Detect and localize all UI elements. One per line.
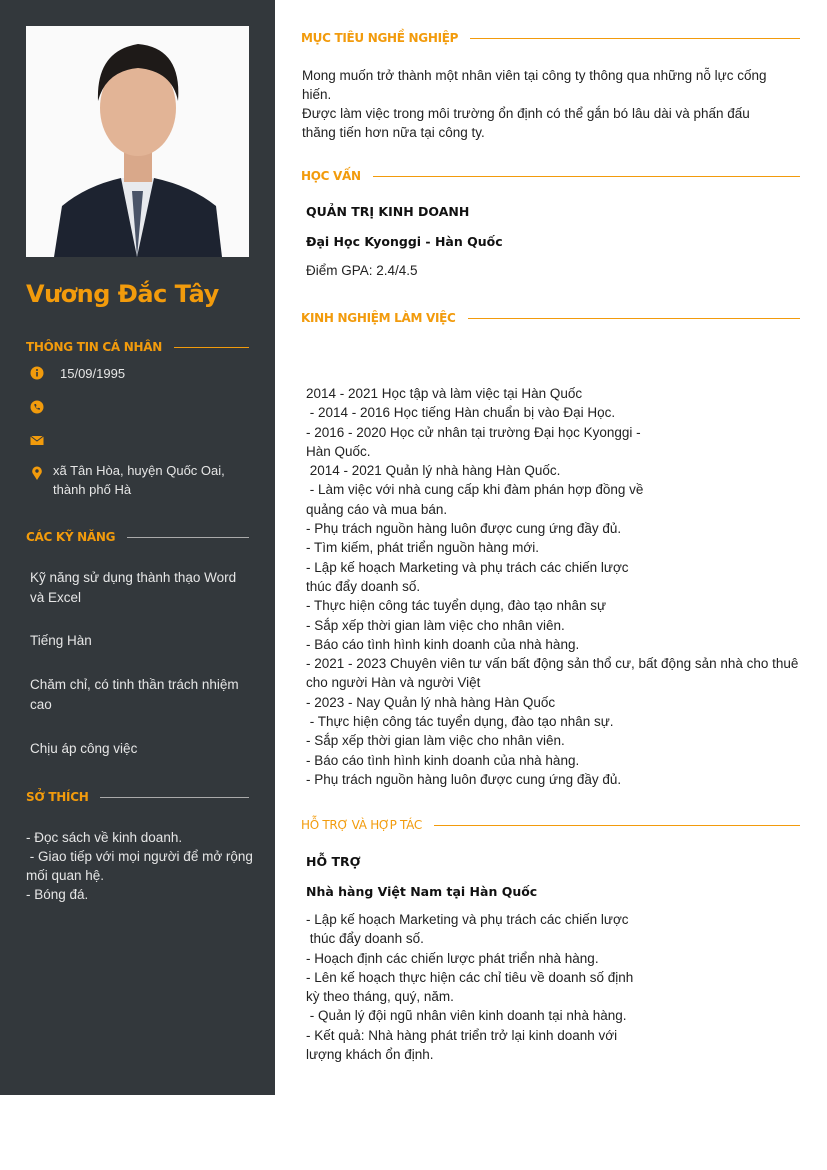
experience-line: 2014 - 2021 Quản lý nhà hàng Hàn Quốc. — [306, 463, 561, 479]
hobby-line: - Giao tiếp với mọi người để mở rộng mối quan hệ. — [26, 849, 257, 883]
divider — [470, 38, 800, 39]
phone-icon — [30, 400, 44, 414]
experience-line: 2014 - 2021 Học tập và làm việc tại Hàn Quốc — [306, 386, 583, 401]
experience-line: - 2014 - 2016 Học tiếng Hàn chuẩn bị vào Đại Học. — [306, 405, 616, 421]
dob-row — [30, 364, 125, 383]
email-row — [30, 431, 56, 447]
section-hobbies — [26, 790, 249, 804]
support-line: - Lập kế hoạch Marketing và phụ trách các chiến lược — [306, 912, 629, 927]
section-title: CÁC KỸ NĂNG — [26, 530, 116, 544]
dob-value: 15/09/1995 — [60, 366, 126, 381]
support-line: - Quản lý đội ngũ nhân viên kinh doanh tại nhà hàng. — [306, 1008, 627, 1024]
experience-line: cho người Hàn và người Việt — [306, 675, 481, 691]
divider — [174, 347, 249, 348]
support-line: - Hoạch định các chiến lược phát triển nhà hàng. — [306, 950, 599, 966]
experience-line: quảng cáo và mua bán. — [306, 501, 448, 517]
section-personal-info — [26, 340, 249, 354]
education-school: Đại Học Kyonggi - Hàn Quốc — [306, 234, 503, 249]
location-pin-icon — [30, 466, 44, 480]
profile-photo — [26, 26, 249, 257]
education-major: QUẢN TRỊ KINH DOANH — [306, 204, 470, 219]
objective-line: Mong muốn trở thành một nhân viên tại công ty thông qua những nỗ lực cống hiến. — [302, 68, 767, 102]
phone-row — [30, 398, 56, 414]
divider — [373, 176, 800, 177]
education-gpa: Điểm GPA: 2.4/4.5 — [306, 263, 418, 278]
section-support — [301, 818, 800, 832]
support-line: - Kết quả: Nhà hàng phát triển trở lại kinh doanh với — [306, 1027, 618, 1043]
info-icon — [30, 366, 44, 380]
experience-line: - Phụ trách nguồn hàng luôn được cung ứng đầy đủ. — [306, 521, 622, 537]
experience-line: - Thực hiện công tác tuyển dụng, đào tạo nhân sự. — [306, 714, 614, 730]
experience-line: thúc đẩy doanh số. — [306, 578, 421, 594]
experience-line: - 2016 - 2020 Học cử nhân tại trường Đại học Kyonggi - — [306, 424, 641, 440]
experience-line: - Phụ trách nguồn hàng luôn được cung ứng đầy đủ. — [306, 771, 622, 787]
section-title: MỤC TIÊU NGHỀ NGHIỆP — [301, 31, 459, 45]
divider — [434, 825, 800, 826]
support-text — [306, 910, 796, 1064]
experience-line: - Thực hiện công tác tuyển dụng, đào tạo nhân sự — [306, 598, 607, 614]
section-title: KINH NGHIỆM LÀM VIỆC — [301, 311, 456, 325]
experience-line: Hàn Quốc. — [306, 443, 371, 459]
experience-line: - Lập kế hoạch Marketing và phụ trách các chiến lược — [306, 559, 629, 575]
section-title: HỌC VẤN — [301, 169, 361, 183]
email-icon — [30, 433, 44, 447]
support-organization: Nhà hàng Việt Nam tại Hàn Quốc — [306, 884, 538, 899]
experience-line: - Sắp xếp thời gian làm việc cho nhân viên. — [306, 733, 565, 749]
skill-item: Tiếng Hàn — [30, 633, 92, 648]
skill-item: Kỹ năng sử dụng thành thạo Word và Excel — [30, 570, 237, 605]
experience-line: - 2023 - Nay Quản lý nhà hàng Hàn Quốc — [306, 694, 556, 710]
experience-line: - Làm việc với nhà cung cấp khi đàm phán hợp đồng về — [306, 482, 644, 498]
support-line: kỳ theo tháng, quý, năm. — [306, 989, 454, 1005]
sidebar — [0, 0, 275, 1095]
section-title: THÔNG TIN CÁ NHÂN — [26, 340, 162, 354]
support-line: - Lên kế hoạch thực hiện các chỉ tiêu về doanh số định — [306, 969, 634, 985]
candidate-name: Vương Đắc Tây — [26, 280, 219, 308]
section-title: HỖ TRỢ VÀ HỢP TÁC — [301, 818, 422, 832]
section-title: SỞ THÍCH — [26, 790, 89, 804]
address-row — [30, 461, 250, 499]
support-line: thúc đẩy doanh số. — [306, 931, 424, 947]
support-line: lượng khách ổn định. — [306, 1047, 434, 1063]
experience-line: - Sắp xếp thời gian làm việc cho nhân viên. — [306, 617, 565, 633]
divider — [127, 537, 249, 538]
hobby-line: - Đọc sách về kinh doanh. — [26, 830, 183, 845]
skill-item: Chăm chỉ, có tinh thần trách nhiệm cao — [30, 677, 239, 712]
section-skills — [26, 530, 249, 544]
skill-item: Chịu áp công việc — [30, 741, 138, 756]
hobbies-text — [26, 828, 261, 904]
section-education — [301, 169, 800, 183]
objective-line: Được làm việc trong môi trường ổn định có thể gắn bó lâu dài và phấn đấu thăng tiến hơn nữa tại công ty. — [302, 106, 750, 140]
support-heading: HỖ TRỢ — [306, 854, 361, 869]
experience-line: - Tìm kiếm, phát triển nguồn hàng mới. — [306, 540, 539, 556]
address-value: xã Tân Hòa, huyện Quốc Oai, thành phố Hà — [53, 463, 225, 497]
experience-line: - Báo cáo tình hình kinh doanh của nhà hàng. — [306, 752, 580, 768]
experience-text — [306, 384, 806, 789]
hobby-line: - Bóng đá. — [26, 887, 89, 902]
experience-line: - Báo cáo tình hình kinh doanh của nhà hàng. — [306, 636, 580, 652]
objective-text — [302, 66, 782, 142]
experience-line: - 2021 - 2023 Chuyên viên tư vấn bất động sản thổ cư, bất động sản nhà cho thuê — [306, 656, 799, 672]
divider — [100, 797, 249, 798]
divider — [468, 318, 800, 319]
section-objective — [301, 31, 800, 45]
section-experience — [301, 311, 800, 325]
